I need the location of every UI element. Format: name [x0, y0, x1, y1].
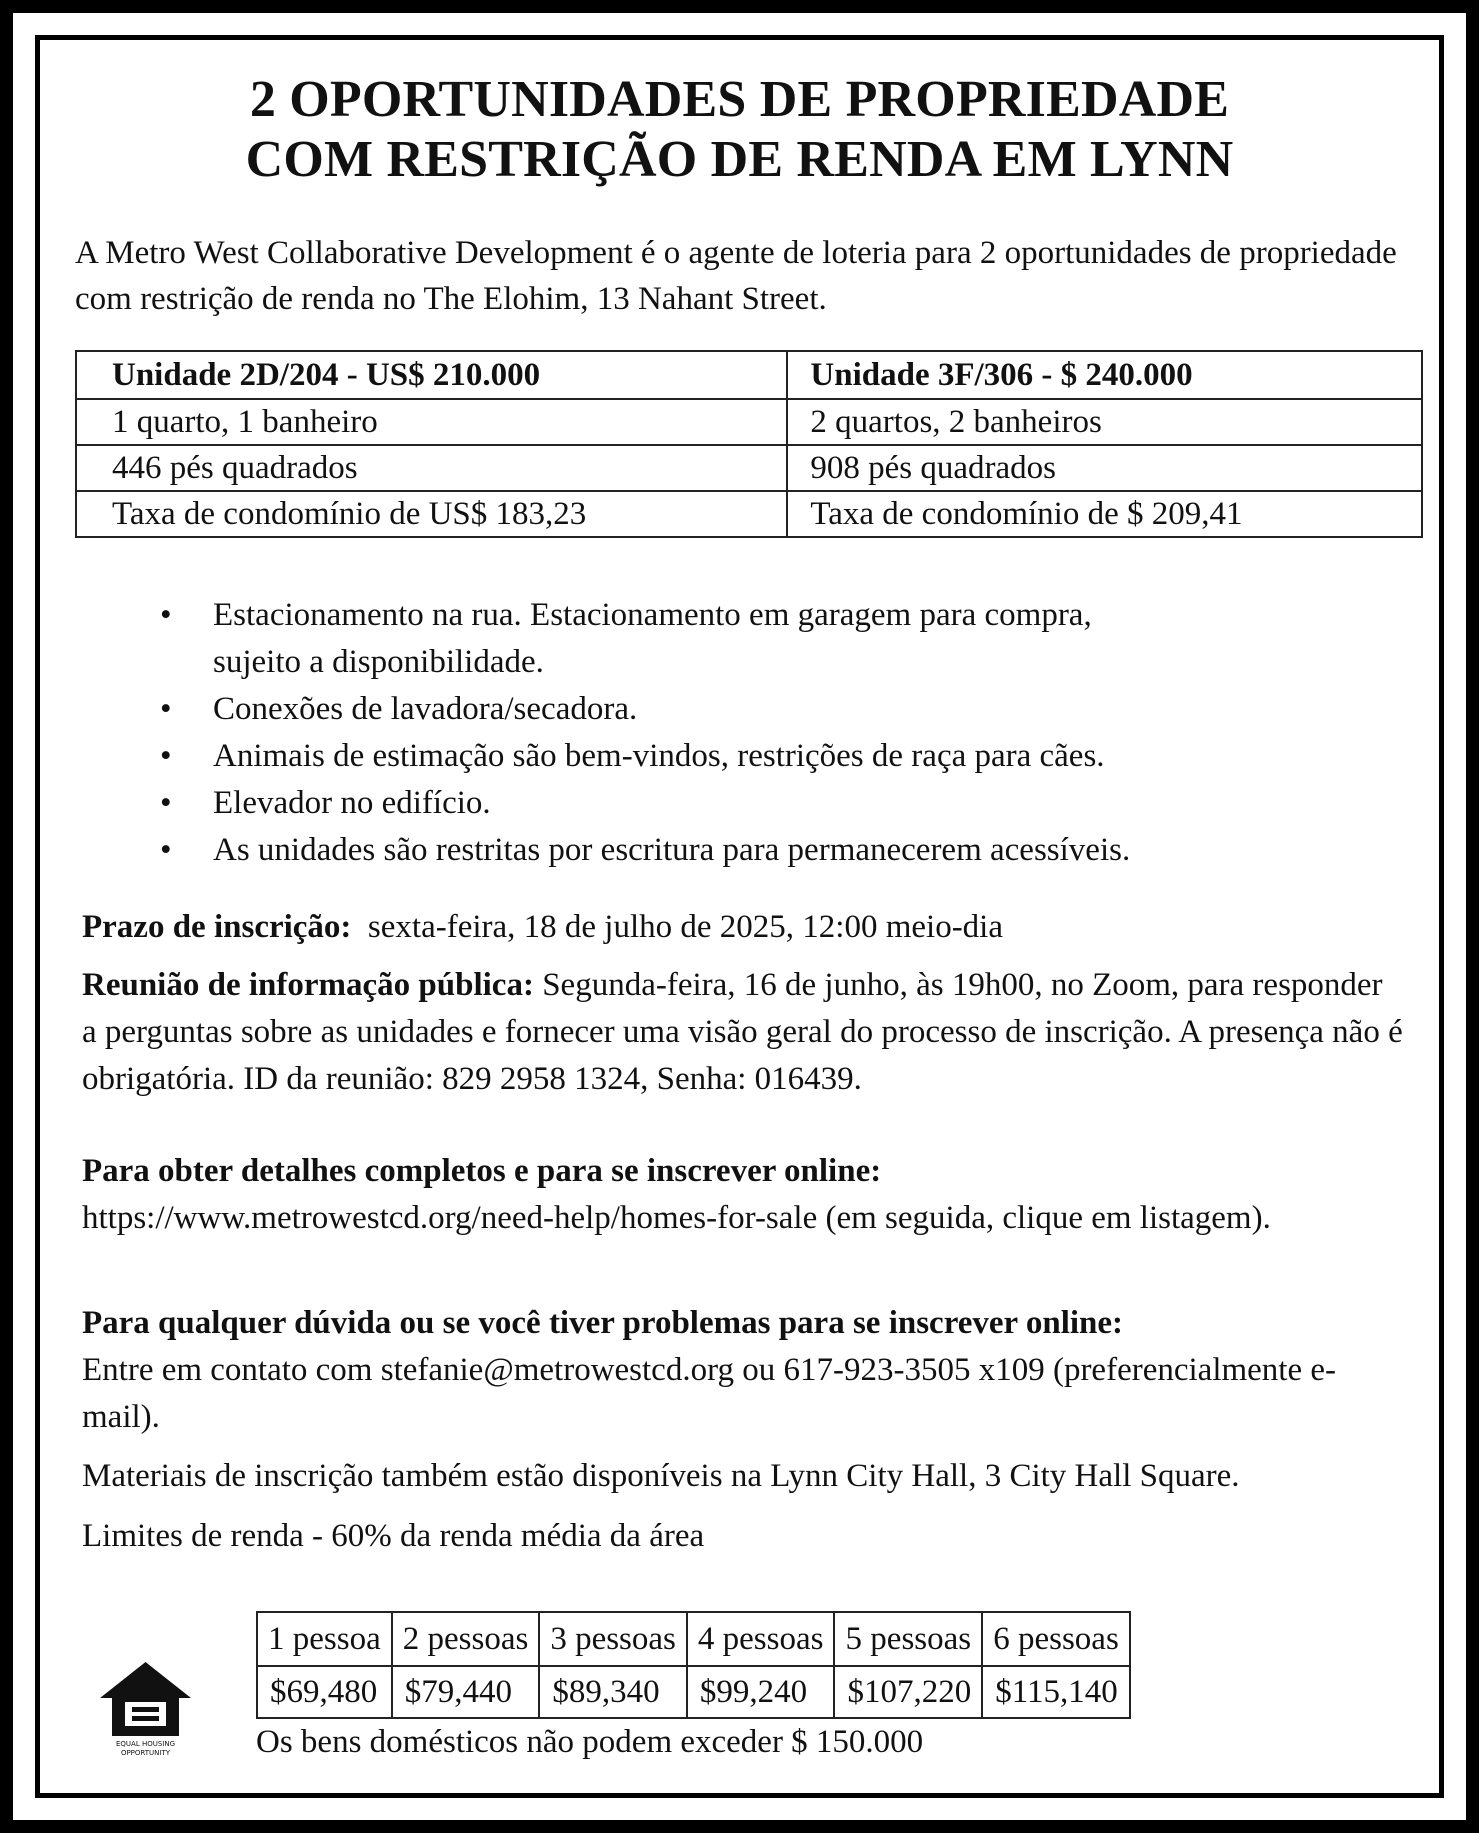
list-item: [160, 780, 1399, 827]
deadline-paragraph: [82, 904, 1403, 951]
feature-text: Conexões de lavadora/secadora.: [213, 691, 638, 727]
list-item: [160, 827, 1399, 874]
feature-text: As unidades são restritas por escritura para permanecerem acessíveis.: [213, 832, 1131, 868]
unit-2-rooms: 2 quartos, 2 banheiros: [787, 399, 1422, 445]
units-area-row: [76, 445, 1422, 491]
help-text: Entre em contato com stefanie@metrowestcd.org ou 617-923-3505 x109 (preferencialmente e-mail).: [82, 1352, 1336, 1435]
limit-1: $69,480: [257, 1666, 392, 1718]
bullet-icon: •: [160, 785, 172, 821]
limit-3: $89,340: [539, 1666, 687, 1718]
unit-1-header: Unidade 2D/204 - US$ 210.000: [76, 351, 787, 399]
income-table: [256, 1611, 1131, 1719]
feature-text: Animais de estimação são bem-vindos, restrições de raça para cães.: [213, 738, 1105, 774]
household-4: 4 pessoas: [687, 1612, 835, 1666]
feature-text: Estacionamento na rua. Estacionamento em garagem para compra, sujeito a disponibilidade.: [213, 597, 1092, 680]
notice-page: [13, 13, 1466, 1820]
meeting-paragraph: [82, 962, 1403, 1103]
help-label: Para qualquer dúvida ou se você tiver problemas para se inscrever online:: [82, 1305, 1124, 1341]
unit-1-rooms: 1 quarto, 1 banheiro: [76, 399, 787, 445]
features-list: [160, 592, 1399, 874]
household-3: 3 pessoas: [539, 1612, 687, 1666]
materials-paragraph: Materiais de inscrição também estão disponíveis na Lynn City Hall, 3 City Hall Square.: [82, 1458, 1240, 1494]
unit-2-header: Unidade 3F/306 - $ 240.000: [787, 351, 1422, 399]
feature-text: Elevador no edifício.: [213, 785, 491, 821]
meeting-text: Segunda-feira, 16 de junho, às 19h00, no Zoom, para responder a perguntas sobre as unidades e fornecer uma visão geral do processo de inscrição. A presença não é obrigatória. ID da reunião: 829 2958 1324, Senha: 016439.: [82, 967, 1403, 1097]
deadline-text: sexta-feira, 18 de julho de 2025, 12:00 meio-dia: [367, 909, 1003, 945]
household-1: 1 pessoa: [257, 1612, 392, 1666]
unit-2-fee: Taxa de condomínio de $ 209,41: [787, 491, 1422, 537]
income-household-row: [257, 1612, 1130, 1666]
meeting-label: Reunião de informação pública:: [82, 967, 534, 1003]
assets-note: Os bens domésticos não podem exceder $ 150.000: [256, 1724, 924, 1760]
unit-2-area: 908 pés quadrados: [787, 445, 1422, 491]
notice-border: [35, 35, 1444, 1798]
bullet-icon: •: [160, 832, 172, 868]
svg-text:OPPORTUNITY: OPPORTUNITY: [120, 1749, 171, 1757]
title-line-2: COM RESTRIÇÃO DE RENDA EM LYNN: [245, 131, 1234, 188]
household-5: 5 pessoas: [834, 1612, 982, 1666]
intro-paragraph: A Metro West Collaborative Development é o agente de loteria para 2 oportunidades de propriedade com restrição de renda no The Elohim, 13 Nahant Street.: [75, 235, 1397, 317]
units-rooms-row: [76, 399, 1422, 445]
bullet-icon: •: [160, 691, 172, 727]
deadline-label: Prazo de inscrição:: [82, 909, 352, 945]
list-item: [160, 686, 1399, 733]
online-paragraph: [82, 1148, 1403, 1242]
units-table: [75, 350, 1423, 538]
notice-content: [40, 40, 1439, 1793]
bullet-icon: •: [160, 738, 172, 774]
list-item: [160, 733, 1399, 780]
unit-1-fee: Taxa de condomínio de US$ 183,23: [76, 491, 787, 537]
household-2: 2 pessoas: [392, 1612, 540, 1666]
equal-housing-opportunity-icon: [98, 1660, 193, 1758]
limit-4: $99,240: [687, 1666, 835, 1718]
limit-2: $79,440: [392, 1666, 540, 1718]
online-text: https://www.metrowestcd.org/need-help/homes-for-sale (em seguida, clique em listagem).: [82, 1200, 1271, 1236]
help-paragraph: [82, 1300, 1403, 1441]
page-title: [40, 70, 1439, 190]
income-limit-row: [257, 1666, 1130, 1718]
limit-6: $115,140: [982, 1666, 1130, 1718]
limit-5: $107,220: [834, 1666, 982, 1718]
list-item: [160, 592, 1399, 686]
svg-text:EQUAL HOUSING: EQUAL HOUSING: [115, 1740, 176, 1748]
units-fee-row: [76, 491, 1422, 537]
unit-1-area: 446 pés quadrados: [76, 445, 787, 491]
online-label: Para obter detalhes completos e para se inscrever online:: [82, 1153, 882, 1189]
units-header-row: [76, 351, 1422, 399]
title-line-1: 2 OPORTUNIDADES DE PROPRIEDADE: [249, 71, 1230, 128]
income-heading: Limites de renda - 60% da renda média da área: [82, 1518, 705, 1554]
household-6: 6 pessoas: [982, 1612, 1130, 1666]
bullet-icon: •: [160, 597, 172, 633]
